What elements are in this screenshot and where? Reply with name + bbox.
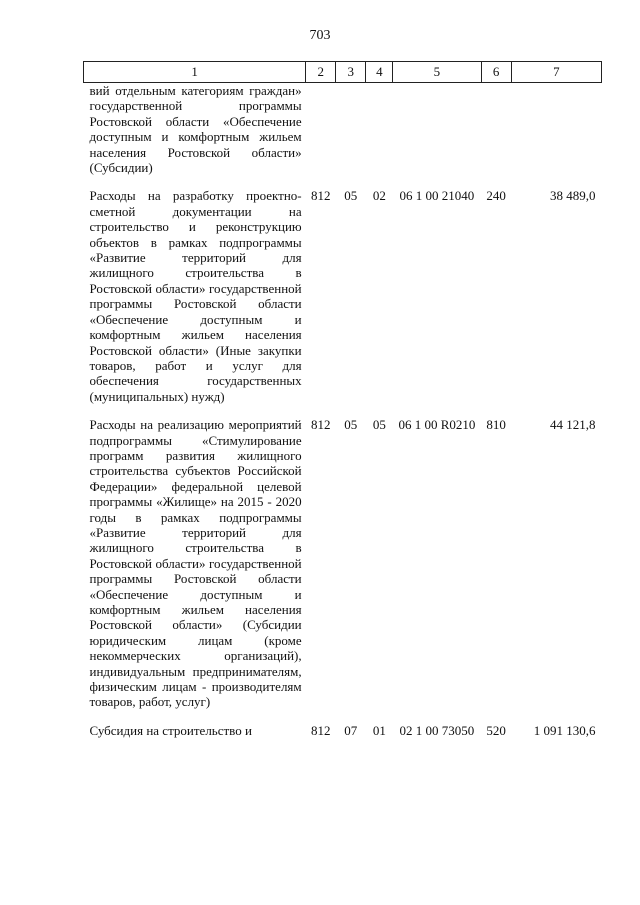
row-code-3: 05 [344,417,358,433]
row-code-5: 02 1 00 73050 [399,722,475,738]
table-row [84,723,602,751]
row-code-4: 02 [372,188,386,204]
header-col-6: 6 [481,62,511,83]
row-code-2: 812 [310,417,331,433]
row-code-6 [481,83,511,189]
row-description: вий отдельным категориям граждан» государственной программы Ростовской области «Обеспечение доступным и комфортным жильем населения Ростовской области» (Субсидии) [89,83,302,176]
table-row [84,188,602,417]
row-code-2 [306,83,336,189]
row-amount [511,83,601,189]
row-code-6: 240 [486,188,506,204]
row-amount: 38 489,0 [550,188,596,204]
row-code-4 [366,83,393,189]
header-col-7: 7 [511,62,601,83]
header-col-1: 1 [84,62,306,83]
budget-table [83,61,602,751]
row-code-3 [336,83,366,189]
header-col-3: 3 [336,62,366,83]
row-code-5: 06 1 00 R0210 [398,417,476,433]
row-description: Расходы на разработку проектно-сметной документации на строительство и реконструкцию объектов в рамках подпрограммы «Развитие территорий для жилищного строительства в Ростовской области» государственной программы Ростовской области «Обеспечение доступным и комфортным жильем населения Ростовской области» (Иные закупки товаров, работ и услуг для обеспечения государственных (муниципальных) нужд) [89,188,302,404]
header-row [84,62,602,83]
page-number: 703 [309,28,331,43]
row-code-4: 05 [372,417,386,433]
header-col-4: 4 [366,62,393,83]
header-col-5: 5 [393,62,481,83]
row-amount: 1 091 130,6 [533,722,596,738]
row-code-2: 812 [310,188,331,204]
row-amount: 44 121,8 [550,417,596,433]
table-row [84,417,602,723]
row-code-6: 810 [486,417,506,433]
row-code-5 [393,83,481,189]
row-code-4: 01 [372,722,386,738]
row-code-3: 05 [344,188,358,204]
table-row [84,83,602,189]
row-code-6: 520 [486,722,506,738]
row-code-2: 812 [310,722,331,738]
row-code-5: 06 1 00 21040 [399,188,475,204]
header-col-2: 2 [306,62,336,83]
row-description: Субсидия на строительство и [89,722,252,738]
row-code-3: 07 [344,722,358,738]
row-description: Расходы на реализацию мероприятий подпрограммы «Стимулирование программ развития жилищного строительства субъектов Российской Федерации» федеральной целевой программы «Жилище» на 2015 - 2020 годы в рамках подпрограммы «Развитие территорий для жилищного строительства в Ростовской области» государственной программы Ростовской области «Обеспечение доступным и комфортным жильем населения Ростовской области» (Субсидии юридическим лицам (кроме некоммерческих организаций), индивидуальным предпринимателям, физическим лицам - производителям товаров, работ, услуг) [89,417,302,710]
